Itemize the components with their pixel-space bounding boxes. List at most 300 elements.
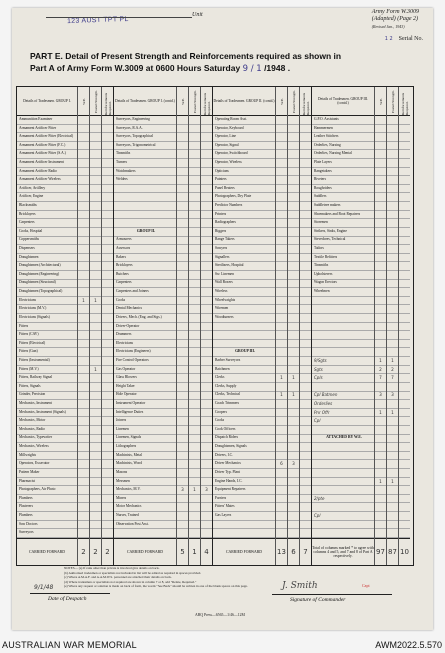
cell-value [375, 521, 386, 530]
cell-value [288, 529, 299, 538]
cell-value [90, 529, 101, 538]
row-label: Nurses, Trained [114, 512, 176, 521]
cell-value [189, 435, 200, 444]
cell-value: 7 [387, 374, 398, 383]
cell-value [288, 245, 299, 254]
row-label: Saw Doctors [17, 521, 77, 530]
g2-posted-total: 1 [189, 538, 200, 565]
cell-value [375, 193, 386, 202]
cell-value [300, 469, 311, 478]
cell-value [288, 417, 299, 426]
cell-value [90, 305, 101, 314]
row-label [312, 443, 374, 452]
row-label: Millwrights [17, 452, 77, 461]
g1-posted [90, 87, 102, 565]
cell-value [201, 478, 212, 487]
cell-value [375, 452, 386, 461]
cell-value [78, 340, 89, 349]
cell-value [300, 211, 311, 220]
g4-reinf [399, 87, 410, 565]
cell-value [399, 478, 410, 487]
row-label: Messmen [114, 478, 176, 487]
cell-value [78, 452, 89, 461]
cell-value [387, 211, 398, 220]
row-label: Surveyors, R.A.A. [114, 125, 176, 134]
row-label: Armament Artificer Fitter [17, 125, 77, 134]
row-label: Armament Artificer Wireless [17, 176, 77, 185]
row-label: Tinsmiths [312, 262, 374, 271]
row-label: Surveyors, Topographical [114, 133, 176, 142]
cell-value [387, 512, 398, 521]
g2-reinf [201, 87, 212, 565]
row-label: Electricians (Signals) [17, 314, 77, 323]
row-label: ATTACHED BY W.E. [312, 435, 374, 444]
cell-value [375, 323, 386, 332]
cell-value [375, 331, 386, 340]
row-label: Woodturners [213, 314, 275, 323]
cell-value [276, 435, 287, 444]
cell-value [276, 383, 287, 392]
cell-value [90, 116, 101, 125]
row-label: Machinists, Wood [114, 460, 176, 469]
cell-value [399, 529, 410, 538]
g1-reinf [102, 87, 113, 565]
cell-value [288, 478, 299, 487]
g3-details-rows [213, 116, 275, 538]
cell-value [399, 245, 410, 254]
cell-value [177, 503, 188, 512]
cell-value [387, 323, 398, 332]
row-label: Orderlies, Nursing [312, 142, 374, 151]
row-label: Orderlies, Nursing Mental [312, 150, 374, 159]
cell-value [375, 211, 386, 220]
g2-we-header-text: W.E. [180, 97, 185, 105]
g4-reinf-header [399, 87, 410, 116]
cell-value [78, 357, 89, 366]
g1-posted-header [90, 87, 101, 116]
cell-value: 2 [375, 366, 386, 375]
cell-value [201, 262, 212, 271]
cell-value [177, 469, 188, 478]
cell-value [102, 323, 113, 332]
cell-value [375, 297, 386, 306]
row-label: Miners [114, 495, 176, 504]
cell-value [102, 202, 113, 211]
cell-value [288, 288, 299, 297]
row-label: Pharmacist [17, 478, 77, 487]
row-label: Photographers, Air Photo [17, 486, 77, 495]
cell-value [177, 400, 188, 409]
cell-value [288, 443, 299, 452]
cell-value [102, 443, 113, 452]
cell-value [300, 297, 311, 306]
cell-value [300, 435, 311, 444]
row-label: Fitters, Railway Signal [17, 374, 77, 383]
cell-value [387, 185, 398, 194]
cell-value [399, 348, 410, 357]
cell-value [201, 512, 212, 521]
cell-value [102, 159, 113, 168]
cell-value [177, 435, 188, 444]
cell-value [102, 142, 113, 151]
cell-value [102, 125, 113, 134]
cell-value [300, 409, 311, 418]
cell-value [201, 331, 212, 340]
g2-we [177, 87, 189, 565]
cell-value [276, 495, 287, 504]
cell-value [90, 469, 101, 478]
row-label: Sgts [312, 366, 374, 375]
cell-value [189, 219, 200, 228]
cell-value [90, 228, 101, 237]
cell-value [177, 219, 188, 228]
cell-value [78, 529, 89, 538]
cell-value [201, 280, 212, 289]
cell-value [300, 193, 311, 202]
cell-value [78, 383, 89, 392]
cell-value [276, 452, 287, 461]
row-label: Shoemakers and Boot Repairers [312, 211, 374, 220]
cell-value [177, 262, 188, 271]
row-label: Gas Operator [114, 366, 176, 375]
cell-value [288, 176, 299, 185]
row-label: Opticians [213, 168, 275, 177]
cell-value [387, 521, 398, 530]
row-label [312, 314, 374, 323]
cell-value [90, 254, 101, 263]
cell-value [300, 254, 311, 263]
cell-value [78, 288, 89, 297]
cell-value [189, 366, 200, 375]
cell-value [375, 529, 386, 538]
cell-value [276, 331, 287, 340]
cell-value [90, 357, 101, 366]
cell-value [300, 512, 311, 521]
cell-value [300, 529, 311, 538]
cell-value [300, 133, 311, 142]
cell-value [102, 211, 113, 220]
g1-reinf-rows [102, 116, 113, 538]
cell-value [189, 159, 200, 168]
cell-value [399, 168, 410, 177]
g1-posted-rows [90, 116, 101, 538]
row-label: Fitters (Gun) [17, 348, 77, 357]
cell-value [399, 417, 410, 426]
g3-details [213, 87, 276, 565]
cell-value [90, 219, 101, 228]
cell-value [375, 460, 386, 469]
row-label: Mechanics, Instrument (Signals) [17, 409, 77, 418]
cell-value [375, 400, 386, 409]
cell-value [276, 116, 287, 125]
cell-value [102, 219, 113, 228]
cell-value [78, 417, 89, 426]
cell-value [189, 383, 200, 392]
title-line1: PART E. Detail of Present Strength and Reinforcements required as shown in [30, 51, 342, 61]
cell-value [387, 297, 398, 306]
cell-value [201, 340, 212, 349]
cell-value [102, 495, 113, 504]
row-label: Riveters [312, 176, 374, 185]
cell-value [300, 219, 311, 228]
row-label: Electricians (M.V.) [17, 305, 77, 314]
row-label: Cooks [114, 297, 176, 306]
row-label [312, 348, 374, 357]
cell-value [78, 374, 89, 383]
row-label [312, 340, 374, 349]
row-label: Cpl [312, 512, 374, 521]
cell-value [399, 331, 410, 340]
cell-value: 1 [375, 478, 386, 487]
cell-value [90, 323, 101, 332]
cell-value [177, 176, 188, 185]
cell-value [387, 159, 398, 168]
cell-value [102, 305, 113, 314]
cell-value [300, 521, 311, 530]
cell-value [102, 245, 113, 254]
cell-value [102, 254, 113, 263]
row-label: Saddletree makers [312, 202, 374, 211]
cell-value [288, 340, 299, 349]
notes [64, 566, 394, 589]
cell-value [288, 133, 299, 142]
cell-value [387, 202, 398, 211]
cell-value [201, 323, 212, 332]
cell-value [276, 400, 287, 409]
cell-value [177, 159, 188, 168]
g1-we-header-text: W.E. [81, 97, 86, 105]
cell-value [399, 521, 410, 530]
cell-value [78, 133, 89, 142]
cell-value [276, 133, 287, 142]
row-label: Assessors [114, 245, 176, 254]
row-label: Artificer, Artillery [17, 185, 77, 194]
g2-reinf-header [201, 87, 212, 116]
cell-value [189, 125, 200, 134]
note-line: (b) Authorised tradesmen or specialists not included in list will be added as required in spaces provided. [64, 570, 202, 575]
row-label: Pnr Offr [312, 409, 374, 418]
cell-value [189, 262, 200, 271]
row-label: Mechanics, Radio [17, 426, 77, 435]
g3-we-total: 13 [276, 538, 287, 565]
cell-value [90, 202, 101, 211]
row-label: Joiners [114, 417, 176, 426]
cell-value [276, 478, 287, 487]
cell-value [177, 125, 188, 134]
cell-value [177, 409, 188, 418]
cell-value [90, 185, 101, 194]
cell-value [78, 426, 89, 435]
cell-value: 1 [375, 409, 386, 418]
cell-value [78, 486, 89, 495]
cell-value [300, 374, 311, 383]
cell-value [399, 150, 410, 159]
cell-value [189, 185, 200, 194]
title-date-hand: 9 / 1 [242, 64, 262, 74]
g1-posted-total: 2 [90, 538, 101, 565]
cell-value: 2 [387, 366, 398, 375]
cell-value [201, 426, 212, 435]
cell-value [288, 237, 299, 246]
cell-value [387, 150, 398, 159]
row-label: Orderlies [312, 400, 374, 409]
row-label: Operator, Line [213, 133, 275, 142]
cell-value [288, 452, 299, 461]
row-label: Draughtsmen (Topographical) [17, 288, 77, 297]
row-label: Upholsterers [312, 271, 374, 280]
row-label: Photographers, Dry Plate [213, 193, 275, 202]
cell-value [300, 400, 311, 409]
g1-reinf-total: 2 [102, 538, 113, 565]
cell-value [276, 237, 287, 246]
cell-value [90, 176, 101, 185]
g1-we-rows [78, 116, 89, 538]
g2-details [114, 87, 177, 565]
row-label [312, 529, 374, 538]
cell-value [177, 297, 188, 306]
cell-value [201, 443, 212, 452]
signature-line [272, 594, 392, 595]
g2-posted-rows [189, 116, 200, 538]
cell-value: 1 [288, 374, 299, 383]
cell-value [399, 237, 410, 246]
cell-value [189, 357, 200, 366]
cell-value [288, 125, 299, 134]
cell-value [189, 495, 200, 504]
row-label: Wheelmen [312, 288, 374, 297]
serial-hand: 1 2 [384, 36, 393, 42]
cell-value [189, 142, 200, 151]
cell-value [399, 469, 410, 478]
cell-value [177, 495, 188, 504]
cell-value [189, 314, 200, 323]
cell-value [399, 297, 410, 306]
row-label: Cpls [312, 374, 374, 383]
cell-value [201, 305, 212, 314]
row-label [213, 323, 275, 332]
row-label: Driver-Operator [114, 323, 176, 332]
cell-value [189, 348, 200, 357]
cell-value: 1 [288, 392, 299, 401]
cell-value [300, 150, 311, 159]
row-label: Signallers [213, 254, 275, 263]
row-label: Mechanics, Motor [17, 417, 77, 426]
cell-value [399, 452, 410, 461]
cell-value [387, 529, 398, 538]
cell-value [189, 417, 200, 426]
row-label [312, 331, 374, 340]
row-label: Printers [213, 211, 275, 220]
cell-value [387, 400, 398, 409]
cell-value [201, 168, 212, 177]
cell-value [90, 443, 101, 452]
cell-value [177, 529, 188, 538]
cell-value [78, 323, 89, 332]
part-e-title [30, 50, 410, 75]
cell-value [276, 426, 287, 435]
row-label: Predictor Numbers [213, 202, 275, 211]
cell-value [375, 486, 386, 495]
title-line2a: Part A of Army Form W.3009 at 0600 Hours Saturday [30, 63, 241, 73]
row-label [213, 331, 275, 340]
cell-value [189, 503, 200, 512]
cell-value [189, 512, 200, 521]
cell-value [300, 288, 311, 297]
cell-value [276, 357, 287, 366]
row-label: Farriers [213, 495, 275, 504]
cell-value [90, 478, 101, 487]
cell-value [375, 348, 386, 357]
g3-we [276, 87, 288, 565]
cell-value [177, 193, 188, 202]
cell-value [288, 512, 299, 521]
cell-value [375, 512, 386, 521]
cell-value [375, 443, 386, 452]
cell-value [300, 503, 311, 512]
cell-value [288, 150, 299, 159]
cell-value [288, 168, 299, 177]
credit-left: AUSTRALIAN WAR MEMORIAL [2, 640, 137, 650]
cell-value [375, 219, 386, 228]
g2-we-header [177, 87, 188, 116]
cell-value [375, 503, 386, 512]
row-label: Linemen [114, 426, 176, 435]
cell-value [201, 374, 212, 383]
cell-value [102, 503, 113, 512]
g4-posted-rows [387, 116, 398, 538]
cell-value [201, 314, 212, 323]
cell-value [399, 125, 410, 134]
cell-value [78, 159, 89, 168]
row-label: Cpl [312, 417, 374, 426]
cell-value [300, 392, 311, 401]
cell-value [78, 262, 89, 271]
cell-value [201, 503, 212, 512]
row-label: Plate Layers [312, 159, 374, 168]
cell-value [288, 271, 299, 280]
cell-value [375, 340, 386, 349]
unit-stamp: 123 AUST TPT PL [66, 15, 129, 26]
cell-value [375, 142, 386, 151]
row-label: Electricians (Engineers) [114, 348, 176, 357]
row-label [312, 383, 374, 392]
row-label: Drivers, Mech. (Eng. and Sigs.) [114, 314, 176, 323]
row-label: Range Takers [213, 237, 275, 246]
cell-value [300, 202, 311, 211]
cell-value [102, 168, 113, 177]
cell-value [201, 297, 212, 306]
row-label: Bricklayers [17, 211, 77, 220]
g3-details-header: Details of Tradesmen. GROUP II. (contd.) [213, 87, 275, 116]
row-label: Observation Post Asst. [114, 521, 176, 530]
cell-value [288, 262, 299, 271]
row-label: Mechanics, Wireless [17, 443, 77, 452]
cell-value [189, 228, 200, 237]
row-label: Tinsmiths [114, 150, 176, 159]
serial-label: Serial No. [398, 36, 423, 42]
despatch-date-hand: 9/1/48 [34, 584, 54, 591]
row-label: Hammermen [312, 125, 374, 134]
cell-value [300, 340, 311, 349]
cell-value [177, 228, 188, 237]
g3-reinf-header [300, 87, 311, 116]
cell-value [288, 348, 299, 357]
cell-value [177, 211, 188, 220]
row-label: Surveyors [17, 529, 77, 538]
commander-rank: Capt [362, 583, 370, 588]
note-line: NOTES— (a) If rank other than private is involved give details on back. [64, 566, 160, 570]
cell-value [78, 202, 89, 211]
